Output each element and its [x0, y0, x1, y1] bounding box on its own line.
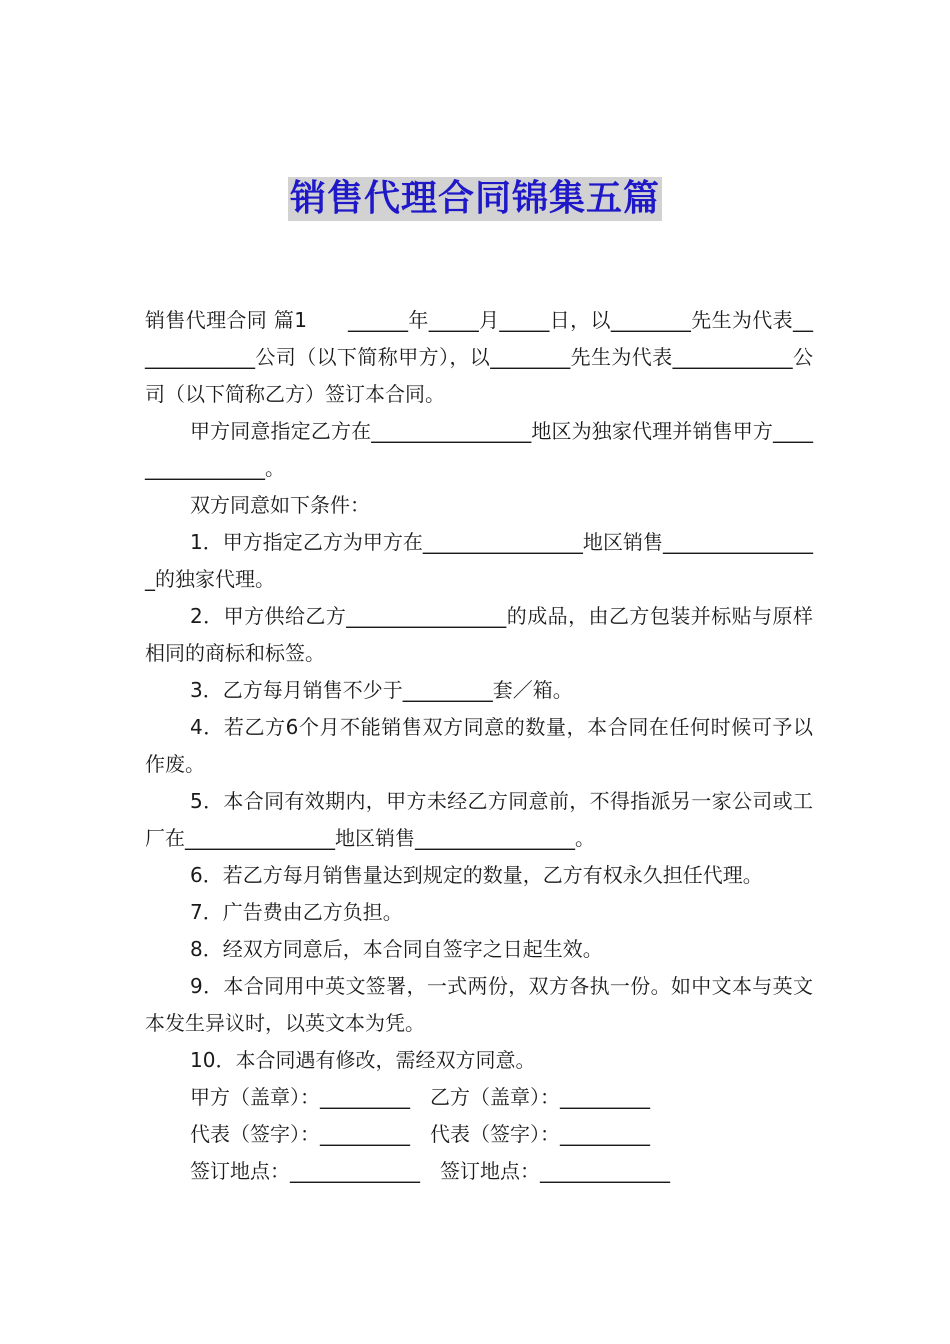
clause-5: 5．本合同有效期内，甲方未经乙方同意前，不得指派另一家公司或工厂在_______________地区销售________________。 — [145, 789, 813, 850]
title-container — [0, 177, 950, 221]
clause-3: 3．乙方每月销售不少于_________套／箱。 — [190, 678, 573, 702]
clause-10: 10．本合同遇有修改，需经双方同意。 — [190, 1048, 536, 1072]
clause-6: 6．若乙方每月销售量达到规定的数量，乙方有权永久担任代理。 — [190, 863, 763, 887]
clause-9: 9．本合同用中英文签署，一式两份，双方各执一份。如中文本与英文本发生异议时，以英文本为凭。 — [145, 974, 813, 1035]
paragraph-conditions-heading: 双方同意如下条件： — [190, 493, 370, 517]
signature-line-seal: 甲方（盖章）：_________ 乙方（盖章）：_________ — [190, 1085, 650, 1109]
clause-2: 2．甲方供给乙方________________的成品，由乙方包装并标贴与原样相同的商标和标签。 — [145, 604, 813, 665]
clause-4: 4．若乙方6个月不能销售双方同意的数量，本合同在任何时候可予以作废。 — [145, 715, 813, 776]
document-title: 销售代理合同锦集五篇 — [289, 178, 660, 219]
clause-7: 7．广告费由乙方负担。 — [190, 900, 403, 924]
clause-8: 8．经双方同意后，本合同自签字之日起生效。 — [190, 937, 603, 961]
paragraph-intro: 销售代理合同 篇1 ______年_____月_____日，以________先生为代表_____________公司（以下简称甲方），以________先生为代表____________公司（以下简称乙方）签订本合同。 — [145, 308, 813, 406]
clause-1: 1．甲方指定乙方为甲方在________________地区销售________________的独家代理。 — [145, 530, 813, 591]
signature-line-location: 签订地点：_____________ 签订地点：_____________ — [190, 1159, 670, 1183]
document-body — [145, 302, 813, 1190]
signature-line-representative: 代表（签字）：_________ 代表（签字）：_________ — [190, 1122, 650, 1146]
paragraph-agreement: 甲方同意指定乙方在________________地区为独家代理并销售甲方________________。 — [145, 419, 813, 480]
